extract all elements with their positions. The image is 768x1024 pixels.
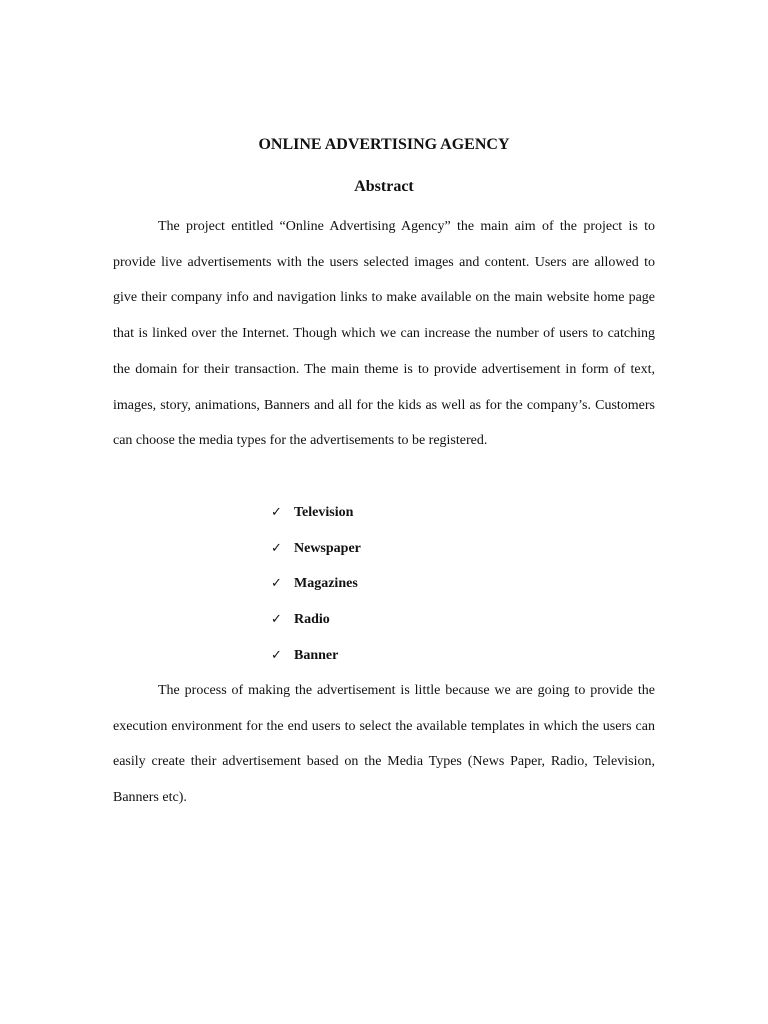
list-item-label: Magazines [294, 576, 358, 592]
list-item [271, 495, 361, 531]
list-item-label: Television [294, 505, 354, 520]
check-icon: ✓ [271, 505, 282, 520]
list-item [271, 566, 361, 602]
list-item-label: Radio [294, 612, 330, 628]
list-item [271, 531, 361, 567]
list-item-label: Newspaper [294, 540, 361, 556]
list-item [271, 638, 361, 674]
check-icon: ✓ [271, 612, 282, 628]
list-item [271, 602, 361, 638]
check-icon: ✓ [271, 647, 282, 663]
check-icon: ✓ [271, 576, 282, 592]
document-title: ONLINE ADVERTISING AGENCY [258, 136, 510, 153]
abstract-paragraph-2: The process of making the advertisement is little because we are going to provide the execution environment for the end users to select the available templates in which the users can easily create their advertisement based on the Media Types (News Paper, Radio, Television, Banners etc). [113, 683, 655, 806]
section-heading-abstract: Abstract [354, 178, 414, 195]
abstract-paragraph-1: The project entitled “Online Advertising Agency” the main aim of the project is to provide live advertisements with the users selected images and content. Users are allowed to give their company info and navigation links to make available on the main website home page that is linked over the Internet. Though which we can increase the number of users to catching the domain for their transaction. The main theme is to provide advertisement in form of text, images, story, animations, Banners and all for the kids as well as for the company’s. Customers can choose the media types for the advertisements to be registered. [113, 219, 655, 449]
check-icon: ✓ [271, 540, 282, 556]
media-types-list [271, 495, 361, 673]
list-item-label: Banner [294, 647, 339, 663]
